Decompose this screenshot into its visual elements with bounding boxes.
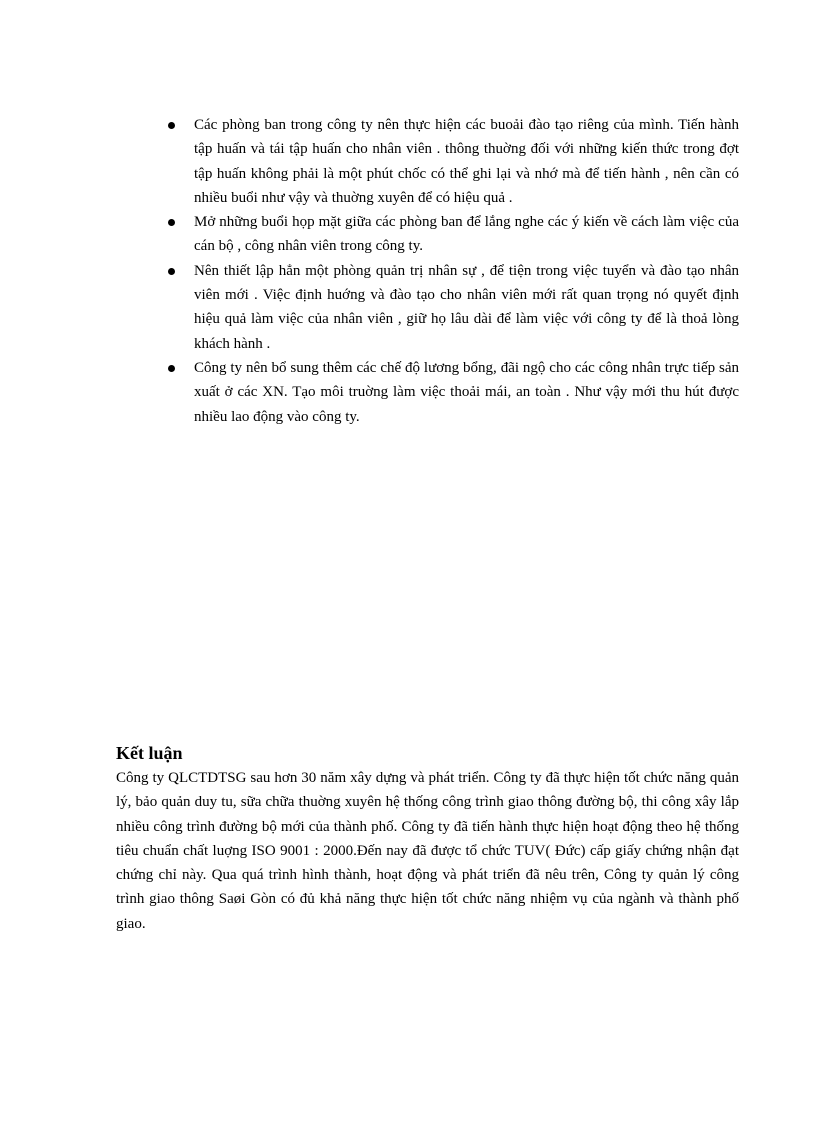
list-item xyxy=(165,259,739,356)
bullet-icon xyxy=(168,268,175,275)
list-item-text: Mở những buổi họp mặt giữa các phòng ban để lắng nghe các ý kiến về cách làm việc của cán bộ , công nhân viên trong công ty. xyxy=(194,214,739,255)
list-item xyxy=(165,210,739,259)
list-item-text: Nên thiết lập hẳn một phòng quản trị nhân sự , để tiện trong việc tuyển và đào tạo nhân viên mới . Việc định huớng và đào tạo cho nhân viên mới rất quan trọng nó quyết định hiệu quả làm việc của nhân viên , giữ họ lâu dài để làm việc với công ty để là thoả lòng khách hành . xyxy=(194,262,739,352)
list-item xyxy=(165,113,739,210)
conclusion-paragraph: Công ty QLCTDTSG sau hơn 30 năm xây dựng và phát triển. Công ty đã thực hiện tốt chức năng quản lý, bảo quản duy tu, sữa chữa thuờng xuyên hệ thống công trình giao thông đường bộ, thi công xây lắp nhiều công trình đường bộ mới của thành phố. Công ty đã tiến hành thực hiện hoạt động theo hệ thống tiêu chuẩn chất luợng ISO 9001 : 2000.Đến nay đã được tổ chức TUV( Đức) cấp giấy chứng nhận đạt chứng chỉ này. Qua quá trình hình thành, hoạt động và phát triển đã nêu trên, Công ty quản lý công trình giao thông Saøi Gòn có đủ khả năng thực hiện tốt chức năng nhiệm vụ của ngành và thành phố giao. xyxy=(116,770,739,932)
list-item xyxy=(165,356,739,429)
conclusion-heading: Kết luận xyxy=(116,743,183,763)
list-item-text: Công ty nên bổ sung thêm các chế độ lương bổng, đãi ngộ cho các công nhân trực tiếp sản xuất ở các XN. Tạo môi truờng làm việc thoải mái, an toàn . Như vậy mới thu hút được nhiều lao động vào công ty. xyxy=(194,359,739,425)
conclusion-section xyxy=(116,740,739,936)
bullet-icon xyxy=(168,365,175,372)
bullet-icon xyxy=(168,122,175,129)
list-item-text: Các phòng ban trong công ty nên thực hiện các buoải đào tạo riêng của mình. Tiến hành tập huấn và tái tập huấn cho nhân viên . thông thuờng đối với những kiến thức trong đợt tập huấn không phải là một phút chốc có thể ghi lại và nhớ mà để tiến hành , nên cần có nhiều buổi như vậy và thuờng xuyên để có hiệu quả . xyxy=(194,117,739,206)
bullet-icon xyxy=(168,219,175,226)
recommendation-list xyxy=(165,113,739,429)
